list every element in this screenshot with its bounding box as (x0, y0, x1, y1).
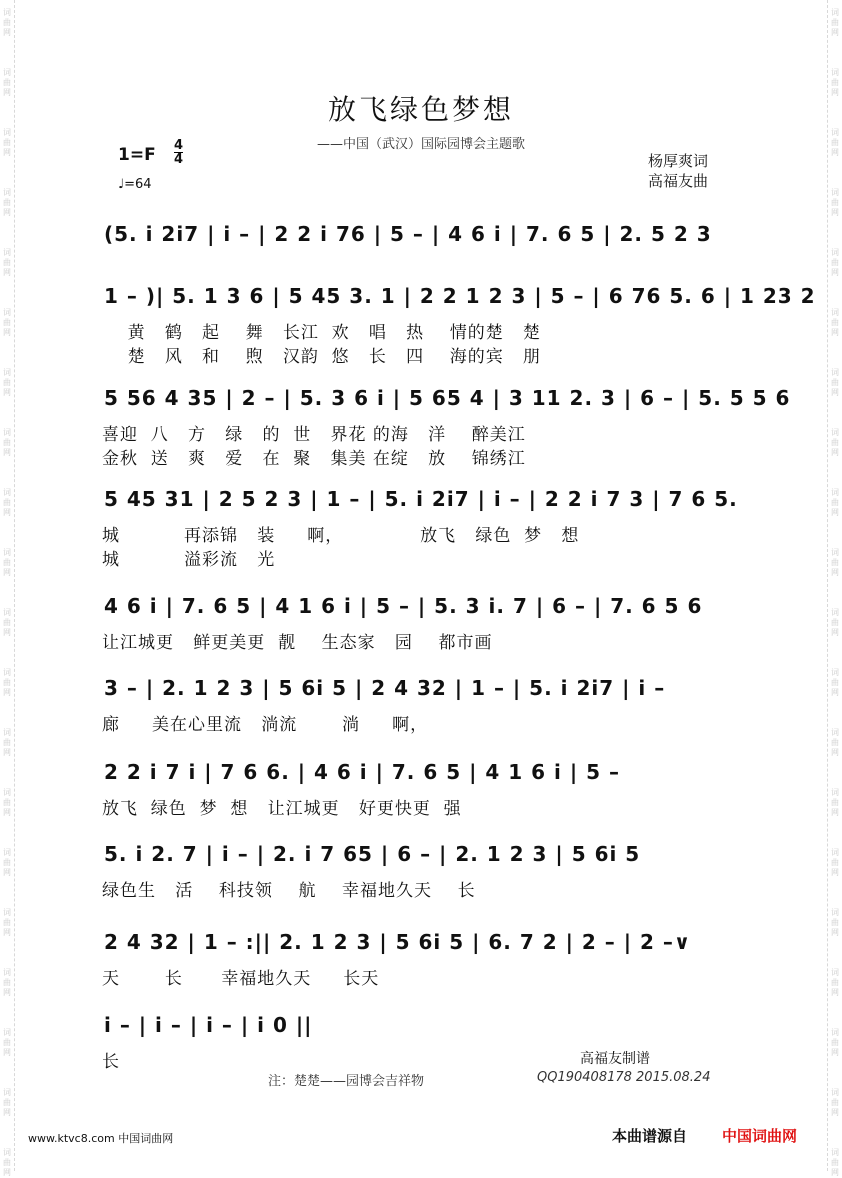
watermark-text: 词曲网 (831, 8, 839, 37)
watermark-text: 词曲网 (831, 248, 839, 277)
lyric-line: 天 长 幸福地久天 长天 (102, 969, 380, 989)
watermark-text: 词曲网 (831, 788, 839, 817)
footnote: 注：楚楚——园博会吉祥物 (268, 1074, 425, 1089)
watermark-text: 词曲网 (831, 488, 839, 517)
watermark-text: 词曲网 (831, 848, 839, 877)
watermark-text: 词曲网 (831, 308, 839, 337)
watermark-text: 词曲网 (3, 1088, 11, 1117)
watermark-text: 词曲网 (3, 248, 11, 277)
lyric-line: 绿色生 活 科技领 航 幸福地久天 长 (102, 881, 476, 901)
watermark-text: 词曲网 (831, 188, 839, 217)
watermark-text: 词曲网 (3, 548, 11, 577)
watermark-column-left (0, 0, 15, 1177)
meter-top: 4 (174, 138, 184, 153)
lyric-line: 城 再添锦 装 啊， 放飞 绿色 梦 想 (102, 526, 580, 546)
watermark-text: 词曲网 (831, 68, 839, 97)
lyric-line: 让江城更 鲜更美更 靓 生态家 园 都市画 (102, 633, 493, 653)
watermark-text: 词曲网 (3, 968, 11, 997)
arranger-credit: 高福友制谱 (580, 1051, 650, 1067)
watermark-text: 词曲网 (3, 608, 11, 637)
music-line: 2 4 32 | 1 – :|| 2. 1 2 3 | 5 6i 5 | 6. 7 2 | 2 – | 2 –∨ (104, 930, 692, 954)
lyric-line: 楚 风 和 煦 汉韵 悠 长 四 海的宾 朋 (102, 347, 541, 367)
watermark-text: 词曲网 (3, 788, 11, 817)
watermark-column-right (827, 0, 842, 1177)
watermark-text: 词曲网 (3, 488, 11, 517)
watermark-text: 词曲网 (3, 1148, 11, 1177)
watermark-text: 词曲网 (3, 308, 11, 337)
watermark-text: 词曲网 (831, 908, 839, 937)
watermark-text: 词曲网 (831, 968, 839, 997)
lyric-line: 喜迎 八 方 绿 的 世 界花 的海 洋 醉美江 (102, 425, 526, 445)
watermark-text: 词曲网 (831, 368, 839, 397)
watermark-text: 词曲网 (3, 668, 11, 697)
watermark-text: 词曲网 (831, 728, 839, 757)
watermark-text: 词曲网 (831, 608, 839, 637)
lyric-line: 长 (102, 1052, 120, 1072)
meter-bottom: 4 (174, 152, 184, 167)
watermark-text: 词曲网 (831, 428, 839, 457)
music-line: 4 6 i | 7. 6 5 | 4 1 6 i | 5 – | 5. 3 i. 7 | 6 – | 7. 6 5 6 (104, 594, 703, 618)
watermark-text: 词曲网 (831, 1148, 839, 1177)
watermark-text: 词曲网 (3, 68, 11, 97)
music-line: 5 56 4 35 | 2 – | 5. 3 6 i | 5 65 4 | 3 11 2. 3 | 6 – | 5. 5 5 6 (104, 386, 791, 410)
watermark-text: 词曲网 (3, 848, 11, 877)
watermark-text: 词曲网 (3, 368, 11, 397)
lyric-line: 城 溢彩流 光 (102, 550, 276, 570)
music-line: 3 – | 2. 1 2 3 | 5 6i 5 | 2 4 32 | 1 – | 5. i 2i7 | i – (104, 676, 666, 700)
composer-credit: 高福友曲 (648, 172, 709, 190)
watermark-text: 词曲网 (831, 548, 839, 577)
watermark-text: 词曲网 (3, 908, 11, 937)
qq-and-date: QQ190408178 2015.08.24 (537, 1070, 711, 1085)
watermark-text: 词曲网 (831, 1028, 839, 1057)
song-subtitle: ——中国（武汉）国际园博会主题歌 (316, 137, 525, 152)
watermark-text: 词曲网 (3, 1028, 11, 1057)
lyric-line: 廊 美在心里流 淌流 淌 啊， (102, 715, 429, 735)
lyric-line: 放飞 绿色 梦 想 让江城更 好更快更 强 (102, 799, 462, 819)
music-line: 5. i 2. 7 | i – | 2. i 7 65 | 6 – | 2. 1 2 3 | 5 6i 5 (104, 842, 641, 866)
watermark-text: 词曲网 (3, 128, 11, 157)
song-title: 放飞绿色梦想 (327, 93, 514, 126)
lyric-line: 黄 鹤 起 舞 长江 欢 唱 热 情的楚 楚 (102, 323, 541, 343)
source-label: 本曲谱源自 (612, 1127, 688, 1145)
tempo-marking: ♩=64 (118, 177, 152, 192)
watermark-text: 词曲网 (3, 8, 11, 37)
time-signature (174, 139, 183, 166)
lyricist-credit: 杨厚爽词 (648, 152, 709, 170)
watermark-text: 词曲网 (3, 188, 11, 217)
site-url-left[interactable]: www.ktvc8.com 中国词曲网 (28, 1132, 174, 1145)
music-line: 5 45 31 | 2 5 2 3 | 1 – | 5. i 2i7 | i – | 2 2 i 7 3 | 7 6 5. (104, 487, 738, 511)
lyric-line: 金秋 送 爽 爱 在 聚 集美 在绽 放 锦绣江 (102, 449, 526, 469)
music-line: (5. i 2i7 | i – | 2 2 i 76 | 5 – | 4 6 i | 7. 6 5 | 2. 5 2 3 (104, 222, 712, 246)
watermark-text: 词曲网 (831, 1088, 839, 1117)
music-line: 1 – )| 5. 1 3 6 | 5 45 3. 1 | 2 2 1 2 3 | 5 – | 6 76 5. 6 | 1 23 2 (104, 284, 816, 308)
watermark-text: 词曲网 (831, 128, 839, 157)
key-signature: 1=F (118, 145, 156, 165)
music-line: i – | i – | i – | i 0 || (104, 1013, 313, 1037)
watermark-text: 词曲网 (3, 428, 11, 457)
watermark-text: 词曲网 (831, 668, 839, 697)
watermark-text: 词曲网 (3, 728, 11, 757)
source-site-link[interactable]: 中国词曲网 (722, 1127, 798, 1145)
music-line: 2 2 i 7 i | 7 6 6. | 4 6 i | 7. 6 5 | 4 1 6 i | 5 – (104, 760, 620, 784)
